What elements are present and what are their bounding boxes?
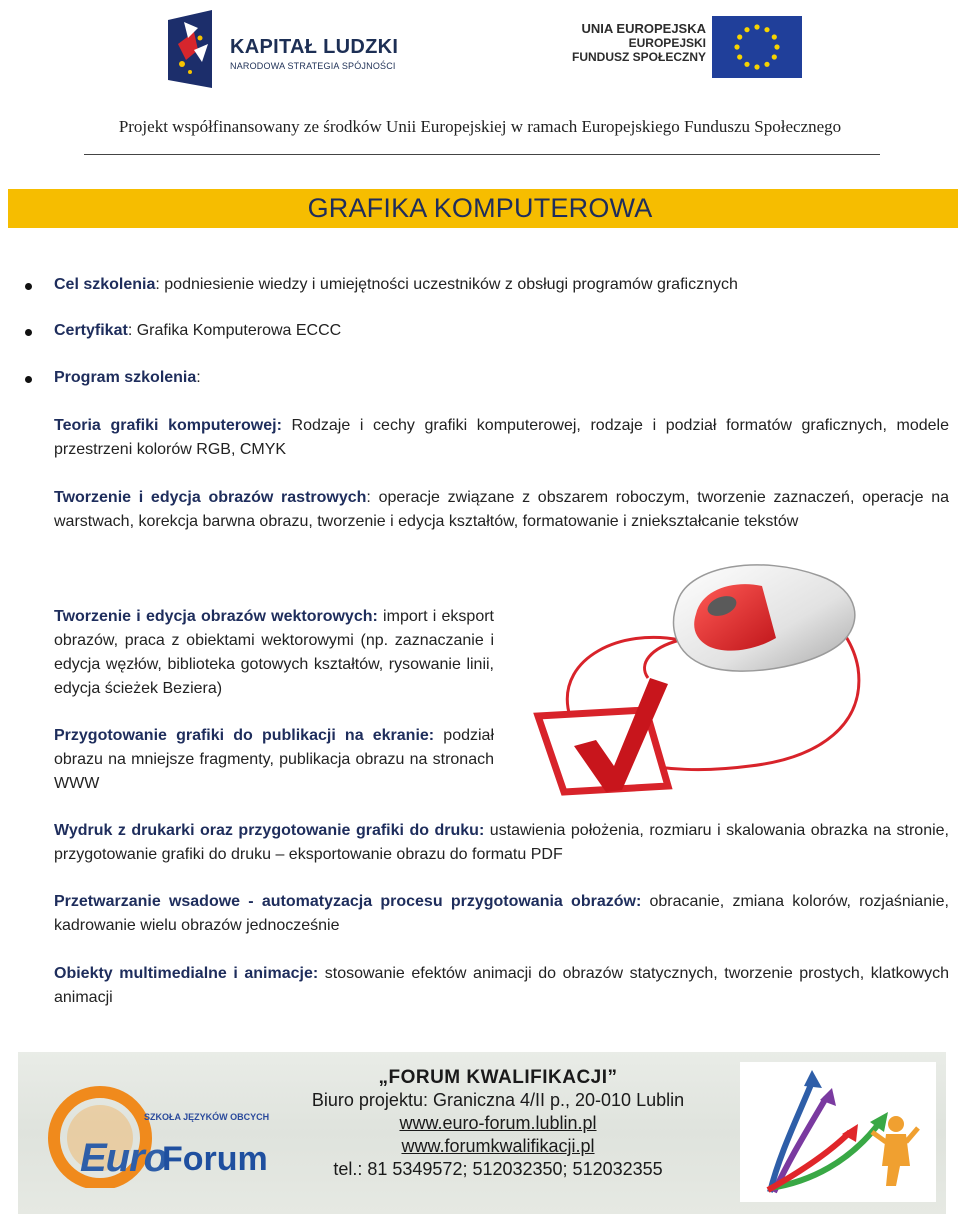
section-text: obracanie, zmiana kolorów, rozjaśnianie, kadrowanie wielu obrazów jednocześnie <box>54 893 949 934</box>
bullet-text: : <box>196 369 201 386</box>
cofinancing-note: Projekt współfinansowany ze środków Unii Europejskiej w ramach Europejskiego Funduszu Społecznego <box>118 117 842 136</box>
kapital-ludzki-subtitle: NARODOWA STRATEGIA SPÓJNOŚCI <box>230 61 396 71</box>
bullet-text: : podniesienie wiedzy i umiejętności uczestników z obsługi programów graficznych <box>155 276 738 293</box>
kapital-ludzki-logo-icon <box>168 10 218 88</box>
school-label: SZKOŁA JĘZYKÓW OBCYCH <box>144 1112 270 1122</box>
page-title: GRAFIKA KOMPUTEROWA <box>307 193 653 223</box>
section-screen-publishing <box>54 724 494 796</box>
euro-forum-logo <box>48 1078 268 1188</box>
header-divider <box>84 154 880 155</box>
section-heading: Obiekty multimedialne i animacje: <box>54 965 319 982</box>
section-multimedia <box>54 962 949 1010</box>
mouse-checkbox-illustration <box>530 528 890 818</box>
website-link-1[interactable]: www.euro-forum.lublin.pl <box>399 1113 597 1133</box>
bullet-label: Certyfikat <box>54 322 128 339</box>
section-theory <box>54 414 949 462</box>
eu-flag-icon <box>712 16 802 78</box>
section-text: : operacje związane z obszarem roboczym, tworzenie zaznaczeń, operacje na warstwach, korekcja barwna obrazu, tworzenie i edycja kształtów, formatowanie i zniekształcanie tekstów <box>54 489 949 530</box>
eu-line-3: FUNDUSZ SPOŁECZNY <box>571 50 706 64</box>
section-heading: Tworzenie i edycja obrazów rastrowych <box>54 489 367 506</box>
bullet-dot <box>25 376 32 383</box>
eu-line-1: UNIA EUROPEJSKA <box>581 21 706 36</box>
section-vector <box>54 605 494 701</box>
section-heading: Tworzenie i edycja obrazów wektorowych: <box>54 608 378 625</box>
kapital-ludzki-logo <box>168 10 408 90</box>
bullet-dot <box>25 329 32 336</box>
section-text: stosowanie efektów animacji do obrazów statycznych, tworzenie prostych, klatkowych animacji <box>54 965 949 1006</box>
growth-arrows-illustration <box>740 1062 936 1202</box>
section-heading: Wydruk z drukarki oraz przygotowanie grafiki do druku: <box>54 822 485 839</box>
section-printing <box>54 819 949 867</box>
section-text: ustawienia położenia, rozmiaru i skalowania obrazka na stronie, przygotowanie grafiki do druku – eksportowanie obrazu do formatu PDF <box>54 822 949 863</box>
website-link-2[interactable]: www.forumkwalifikacji.pl <box>401 1136 595 1156</box>
section-raster <box>54 486 949 534</box>
phone-numbers: tel.: 81 5349572; 512032350; 512032355 <box>333 1159 663 1179</box>
kapital-ludzki-title: KAPITAŁ LUDZKI <box>230 36 399 58</box>
forum-title: „FORUM KWALIFIKACJI” <box>378 1067 618 1088</box>
section-heading: Przygotowanie grafiki do publikacji na ekranie: <box>54 727 435 744</box>
bullet-label: Cel szkolenia <box>54 276 156 293</box>
forum-contact-block <box>278 1066 718 1181</box>
bullet-dot <box>25 283 32 290</box>
section-text: podział obrazu na mniejsze fragmenty, publikacja obrazu na stronach WWW <box>54 727 494 792</box>
logo-euro: Euro <box>80 1136 168 1180</box>
section-text: import i eksport obrazów, praca z obiektami wektorowymi (np. zaznaczanie i edycja węzłów, biblioteka gotowych kształtów, rysowanie linii, edycja ścieżek Beziera) <box>54 608 495 697</box>
section-heading: Przetwarzanie wsadowe - automatyzacja procesu przygotowania obrazów: <box>54 893 642 910</box>
footer-banner <box>18 1052 946 1214</box>
eu-fund-logo <box>570 16 802 82</box>
eu-fund-text <box>572 22 706 64</box>
section-heading: Teoria grafiki komputerowej: <box>54 417 282 434</box>
project-address: Biuro projektu: Graniczna 4/II p., 20-010 Lublin <box>311 1090 685 1110</box>
bullet-label: Program szkolenia <box>54 369 197 386</box>
section-batch <box>54 890 949 938</box>
section-text: Rodzaje i cechy grafiki komputerowej, rodzaje i podział formatów graficznych, modele przestrzeni kolorów RGB, CMYK <box>54 417 949 458</box>
bullet-text: : Grafika Komputerowa ECCC <box>127 322 342 339</box>
eu-line-2: EUROPEJSKI <box>628 36 706 50</box>
logo-forum: Forum <box>162 1140 268 1178</box>
